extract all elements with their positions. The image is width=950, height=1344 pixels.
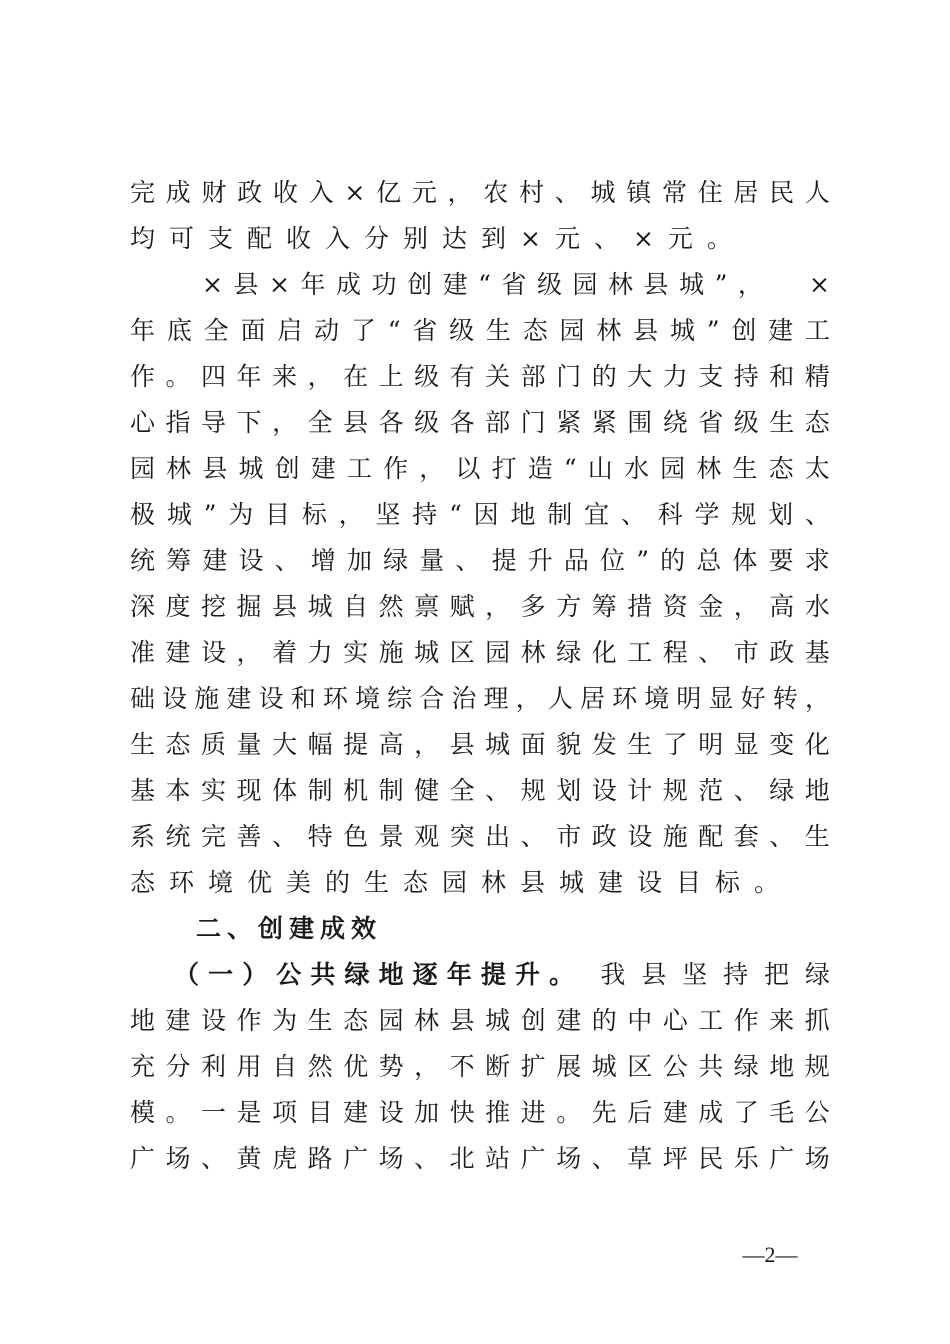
text-line-content: 完 成 财 政 收 入 × 亿 元 ， 农 村 、 城 镇 常 住 居 民 人 — [130, 178, 830, 207]
text-line-content: 心 指 导 下 ， 全 县 各 级 各 部 门 紧 紧 围 绕 省 级 生 态 — [130, 408, 830, 437]
text-line — [130, 860, 830, 906]
text-line-content: 均可支配收入分别达到×元、×元。 — [130, 224, 746, 253]
text-line — [130, 768, 830, 814]
text-line-content: 系 统 完 善 、 特 色 景 观 突 出 、 市 政 设 施 配 套 、 生 — [130, 822, 830, 851]
text-line-content: 模 。 一 是 项 目 建 设 加 快 推 进 。 先 后 建 成 了 毛 公 — [130, 1098, 830, 1127]
text-line-content: 统 筹 建 设 、 增 加 绿 量 、 提 升 品 位 ” 的 总 体 要 求 — [130, 546, 830, 575]
text-line-content: × 县 × 年 成 功 创 建 “ 省 级 园 林 县 城 ” ， × — [202, 270, 830, 299]
text-line — [130, 1044, 830, 1090]
text-line-content: 础 设 施 建 设 和 环 境 综 合 治 理 ， 人 居 环 境 明 显 好 转 ， — [130, 684, 830, 713]
text-line-content: 作 。 四 年 来 ， 在 上 级 有 关 部 门 的 大 力 支 持 和 精 — [130, 362, 830, 391]
text-line — [130, 262, 830, 308]
subsection-heading: （ 一 ） 公 共 绿 地 逐 年 提 升 。 — [174, 960, 575, 989]
text-line-content: 地 建 设 作 为 生 态 园 林 县 城 创 建 的 中 心 工 作 来 抓 — [130, 1006, 830, 1035]
text-line — [130, 1090, 830, 1136]
text-line-content: 基 本 实 现 体 制 机 制 健 全 、 规 划 设 计 规 范 、 绿 地 — [130, 776, 830, 805]
text-line — [130, 308, 830, 354]
text-line — [130, 630, 830, 676]
text-line-content: 年 底 全 面 启 动 了 “ 省 级 生 态 园 林 县 城 ” 创 建 工 — [130, 316, 830, 345]
text-line-content: 生 态 质 量 大 幅 提 高 ， 县 城 面 貌 发 生 了 明 显 变 化 — [130, 730, 830, 759]
text-line — [130, 492, 830, 538]
text-line-content: 园 林 县 城 创 建 工 作 ， 以 打 造 “ 山 水 园 林 生 态 太 — [130, 454, 830, 483]
text-line — [130, 676, 830, 722]
text-line-content: 深 度 挖 掘 县 城 自 然 禀 赋 ， 多 方 筹 措 资 金 ， 高 水 — [130, 592, 830, 621]
page-number: —2— — [742, 1242, 798, 1267]
text-line — [130, 170, 830, 216]
text-line-content: 极 城 ” 为 目 标 ， 坚 持 “ 因 地 制 宜 、 科 学 规 划 、 — [130, 500, 830, 529]
body-text — [130, 170, 830, 1182]
subsection-line — [130, 952, 830, 998]
section-heading: 二、创建成效 — [196, 914, 383, 943]
text-line — [130, 400, 830, 446]
text-line — [130, 722, 830, 768]
text-line-content: 充 分 利 用 自 然 优 势 ， 不 断 扩 展 城 区 公 共 绿 地 规 — [130, 1052, 830, 1081]
text-line-content: 广 场 、 黄 虎 路 广 场 、 北 站 广 场 、 草 坪 民 乐 广 场 — [130, 1144, 830, 1173]
text-line — [130, 814, 830, 860]
text-line-content: 准 建 设 ， 着 力 实 施 城 区 园 林 绿 化 工 程 、 市 政 基 — [130, 638, 830, 667]
text-line-content: 态环境优美的生态园林县城建设目标。 — [130, 868, 794, 897]
text-line — [130, 584, 830, 630]
text-line — [130, 216, 830, 262]
text-line — [130, 538, 830, 584]
subsection-text: 我 县 坚 持 把 绿 — [600, 960, 830, 989]
text-line — [130, 998, 830, 1044]
text-line — [130, 1136, 830, 1182]
text-line — [130, 354, 830, 400]
text-line — [130, 446, 830, 492]
